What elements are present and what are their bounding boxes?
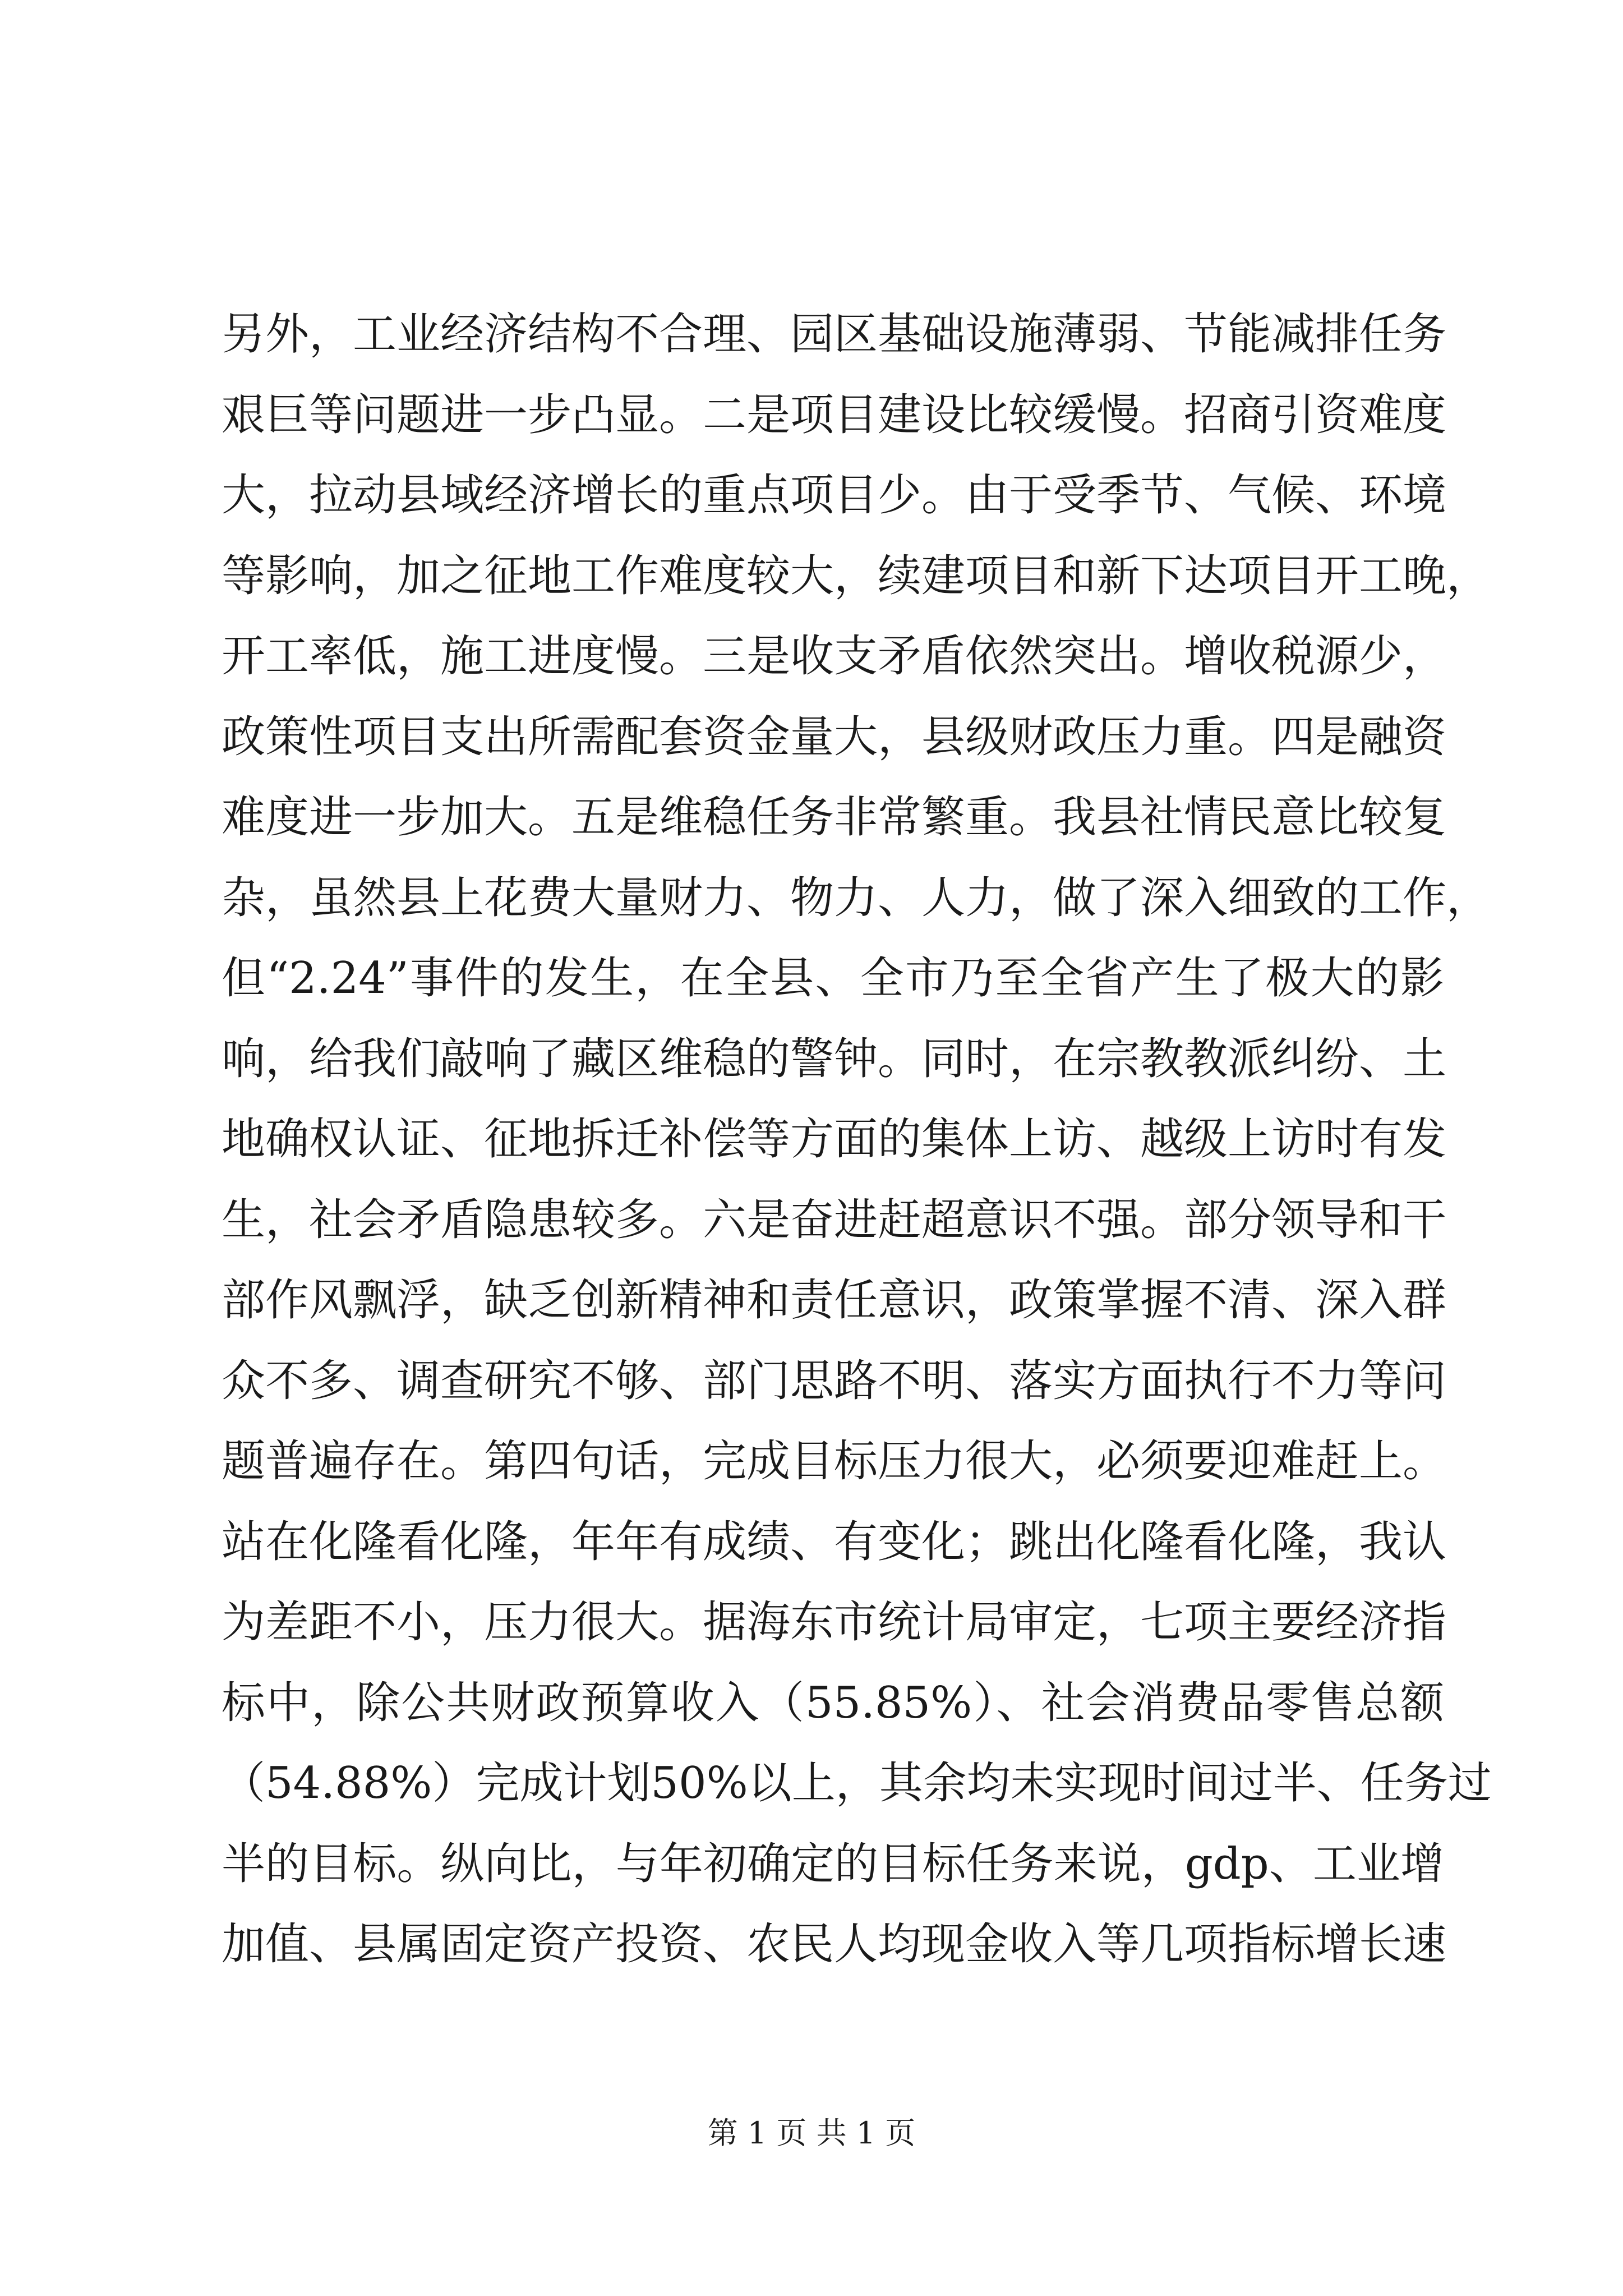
text-line: 响，给我们敲响了藏区维稳的警钟。同时，在宗教教派纠纷、土 <box>222 1033 1447 1084</box>
page-number-label: 第 1 页 共 1 页 <box>707 2115 916 2151</box>
text-line: 杂，虽然县上花费大量财力、物力、人力，做了深入细致的工作， <box>222 872 1491 923</box>
text-line: 站在化隆看化隆，年年有成绩、有变化；跳出化隆看化隆，我认 <box>222 1516 1447 1567</box>
text-line: 等影响，加之征地工作难度较大，续建项目和新下达项目开工晚， <box>222 550 1491 601</box>
text-line: 地确权认证、征地拆迁补偿等方面的集体上访、越级上访时有发 <box>222 1114 1447 1165</box>
text-line: 加值、县属固定资产投资、农民人均现金收入等几项指标增长速 <box>222 1919 1447 1970</box>
text-line: （54.88%）完成计划50%以上，其余均未实现时间过半、任务过 <box>222 1758 1492 1809</box>
text-line: 但“2.24”事件的发生，在全县、全市乃至全省产生了极大的影 <box>222 953 1444 1004</box>
text-line: 开工率低，施工进度慢。三是收支矛盾依然突出。增收税源少， <box>222 631 1447 682</box>
text-line: 大，拉动县域经济增长的重点项目少。由于受季节、气候、环境 <box>222 470 1447 521</box>
text-line: 另外，工业经济结构不合理、园区基础设施薄弱、节能减排任务 <box>222 309 1447 360</box>
text-line: 生，社会矛盾隐患较多。六是奋进赶超意识不强。部分领导和干 <box>222 1194 1447 1245</box>
text-line: 众不多、调查研究不够、部门思路不明、落实方面执行不力等问 <box>222 1355 1447 1406</box>
text-line: 半的目标。纵向比，与年初确定的目标任务来说，gdp、工业增 <box>222 1838 1444 1889</box>
text-line: 标中，除公共财政预算收入（55.85%）、社会消费品零售总额 <box>222 1677 1444 1728</box>
text-line: 部作风飘浮，缺乏创新精神和责任意识，政策掌握不清、深入群 <box>222 1275 1447 1326</box>
text-line: 政策性项目支出所需配套资金量大，县级财政压力重。四是融资 <box>222 711 1447 762</box>
page-footer <box>0 2114 1623 2153</box>
body-text <box>222 295 1492 1985</box>
text-line: 艰巨等问题进一步凸显。二是项目建设比较缓慢。招商引资难度 <box>222 389 1447 440</box>
text-line: 题普遍存在。第四句话，完成目标压力很大，必须要迎难赶上。 <box>222 1436 1447 1487</box>
text-line: 为差距不小，压力很大。据海东市统计局审定，七项主要经济指 <box>222 1597 1447 1648</box>
text-line: 难度进一步加大。五是维稳任务非常繁重。我县社情民意比较复 <box>222 792 1447 843</box>
